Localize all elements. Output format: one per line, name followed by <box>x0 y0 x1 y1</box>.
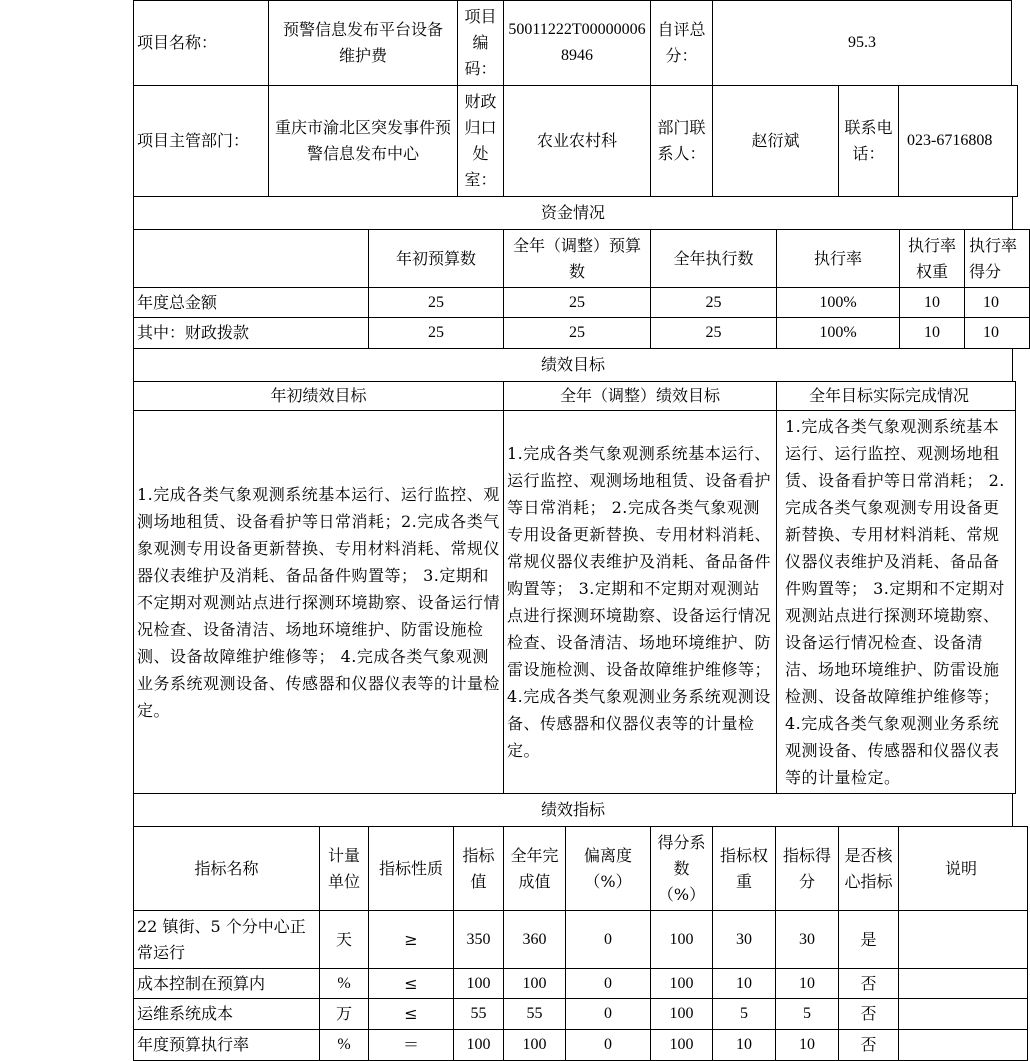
contact-label: 部门联系人： <box>650 85 713 197</box>
finance-label: 财政归口处室： <box>457 85 504 197</box>
ind-row-1-score: 30 <box>775 910 839 969</box>
ind-row-4-score: 10 <box>775 1029 839 1061</box>
ind-row-4-core: 否 <box>838 1029 899 1061</box>
ind-header-unit: 计量单位 <box>319 826 369 911</box>
ind-row-3-note <box>898 998 1028 1030</box>
funds-header-rate-weight: 执行率权重 <box>899 229 965 288</box>
goals-header-actual: 全年目标实际完成情况 <box>776 381 1016 411</box>
ind-row-1-nature: ≥ <box>368 910 454 969</box>
ind-row-1-target: 350 <box>453 910 504 969</box>
funds-row-fiscal-label: 其中：财政拨款 <box>133 317 369 349</box>
ind-row-1-weight: 30 <box>712 910 776 969</box>
ind-row-2-note <box>898 968 1028 999</box>
funds-row-fiscal-weight: 10 <box>899 317 965 349</box>
funds-row-total-weight: 10 <box>899 287 965 318</box>
ind-row-3-coefficient: 100 <box>650 998 713 1030</box>
project-code-label: 项目编码： <box>457 0 504 86</box>
funds-row-total-rate: 100% <box>776 287 900 318</box>
ind-row-2-actual: 100 <box>503 968 566 999</box>
funds-header-exec-rate: 执行率 <box>776 229 900 288</box>
ind-row-2-deviation: 0 <box>565 968 651 999</box>
ind-row-4-weight: 10 <box>712 1029 776 1061</box>
funds-header-rate-score: 执行率得分 <box>964 229 1030 288</box>
funds-row-total-adjusted: 25 <box>503 287 651 318</box>
ind-row-3-target: 55 <box>453 998 504 1030</box>
funds-row-fiscal-adjusted: 25 <box>503 317 651 349</box>
ind-header-score: 指标得分 <box>775 826 839 911</box>
funds-header-blank <box>133 229 369 288</box>
ind-row-2-score: 10 <box>775 968 839 999</box>
ind-row-3-name: 运维系统成本 <box>133 998 320 1030</box>
ind-row-1-name: 22 镇街、5 个分中心正常运行 <box>133 910 320 969</box>
project-name-value: 预警信息发布平台设备维护费 <box>268 0 458 86</box>
ind-row-2-weight: 10 <box>712 968 776 999</box>
funds-row-total-initial: 25 <box>368 287 504 318</box>
funds-row-total-label: 年度总金额 <box>133 287 369 318</box>
ind-row-3-unit: 万 <box>319 998 369 1030</box>
funds-header-initial-budget: 年初预算数 <box>368 229 504 288</box>
ind-row-2-name: 成本控制在预算内 <box>133 968 320 999</box>
funds-header-executed: 全年执行数 <box>650 229 777 288</box>
funds-header-adjusted-budget: 全年（调整）预算数 <box>503 229 651 288</box>
ind-row-4-actual: 100 <box>503 1029 566 1061</box>
indicators-section-title: 绩效指标 <box>133 793 1013 827</box>
funds-section-title: 资金情况 <box>133 196 1013 230</box>
goals-initial-text: 1.完成各类气象观测系统基本运行、运行监控、观测场地租赁、设备看护等日常消耗；2.完成各类气象观测专用设备更新替换、专用材料消耗、常规仪器仪表维护及消耗、备品备件购置等； 3.定期和不定期对观测站点进行探测环境勘察、设备运行情况检查、设备清洁、场地环境维护、防雷设施检测、设备故障维护维修等； 4.完成各类气象观测业务系统观测设备、传感器和仪器仪表等的计量检定。 <box>133 410 504 794</box>
dept-value: 重庆市渝北区突发事件预警信息发布中心 <box>268 85 458 197</box>
ind-row-3-core: 否 <box>838 998 899 1030</box>
ind-row-2-core: 否 <box>838 968 899 999</box>
self-score-label: 自评总分： <box>650 0 713 86</box>
ind-header-name: 指标名称 <box>133 826 320 911</box>
funds-row-fiscal-score: 10 <box>964 317 1030 349</box>
ind-header-deviation: 偏离度（%） <box>565 826 651 911</box>
ind-row-4-target: 100 <box>453 1029 504 1061</box>
phone-value: 023-6716808 <box>898 85 1018 197</box>
ind-row-1-note <box>898 910 1028 969</box>
ind-row-1-coefficient: 100 <box>650 910 713 969</box>
ind-row-1-core: 是 <box>838 910 899 969</box>
contact-value: 赵衍斌 <box>712 85 839 197</box>
ind-row-3-weight: 5 <box>712 998 776 1030</box>
goals-actual-text: 1.完成各类气象观测系统基本运行、运行监控、观测场地租赁、设备看护等日常消耗； 2.完成各类气象观测专用设备更新替换、专用材料消耗、常规仪器仪表维护及消耗、备品备件购置等； 3.定期和不定期对观测站点进行探测环境勘察、设备运行情况检查、设备清洁、场地环境维护、防雷设施检测、设备故障维护维修等； 4.完成各类气象观测业务系统观测设备、传感器和仪器仪表等的计量检定。 <box>776 410 1016 794</box>
ind-header-core: 是否核心指标 <box>838 826 899 911</box>
ind-row-4-coefficient: 100 <box>650 1029 713 1061</box>
ind-header-actual: 全年完成值 <box>503 826 566 911</box>
dept-label: 项目主管部门： <box>133 85 269 197</box>
ind-row-2-nature: ≤ <box>368 968 454 999</box>
ind-row-2-coefficient: 100 <box>650 968 713 999</box>
ind-row-2-unit: % <box>319 968 369 999</box>
ind-row-2-target: 100 <box>453 968 504 999</box>
goals-header-adjusted: 全年（调整）绩效目标 <box>503 381 777 411</box>
ind-row-4-nature: ＝ <box>368 1029 454 1061</box>
goals-adjusted-text: 1.完成各类气象观测系统基本运行、运行监控、观测场地租赁、设备看护等日常消耗； 2.完成各类气象观测专用设备更新替换、专用材料消耗、常规仪器仪表维护及消耗、备品备件购置等； 3.定期和不定期对观测站点进行探测环境勘察、设备运行情况检查、设备清洁、场地环境维护、防雷设施检测、设备故障维护维修等； 4.完成各类气象观测业务系统观测设备、传感器和仪器仪表等的计量检定。 <box>503 410 777 794</box>
ind-header-weight: 指标权重 <box>712 826 776 911</box>
ind-row-4-note <box>898 1029 1028 1061</box>
funds-row-fiscal-initial: 25 <box>368 317 504 349</box>
funds-row-fiscal-executed: 25 <box>650 317 777 349</box>
project-name-label: 项目名称： <box>133 0 269 86</box>
ind-row-4-unit: % <box>319 1029 369 1061</box>
self-score-value: 95.3 <box>712 0 1012 86</box>
goals-header-initial: 年初绩效目标 <box>133 381 504 411</box>
ind-header-coefficient: 得分系数（%） <box>650 826 713 911</box>
ind-row-1-deviation: 0 <box>565 910 651 969</box>
ind-header-target: 指标值 <box>453 826 504 911</box>
funds-row-total-score: 10 <box>964 287 1030 318</box>
ind-header-note: 说明 <box>898 826 1028 911</box>
ind-header-nature: 指标性质 <box>368 826 454 911</box>
finance-value: 农业农村科 <box>503 85 651 197</box>
goals-section-title: 绩效目标 <box>133 348 1013 382</box>
ind-row-4-name: 年度预算执行率 <box>133 1029 320 1061</box>
project-code-value: 50011222T000000068946 <box>503 0 651 86</box>
ind-row-1-unit: 天 <box>319 910 369 969</box>
ind-row-1-actual: 360 <box>503 910 566 969</box>
ind-row-3-nature: ≤ <box>368 998 454 1030</box>
funds-row-fiscal-rate: 100% <box>776 317 900 349</box>
ind-row-3-score: 5 <box>775 998 839 1030</box>
funds-row-total-executed: 25 <box>650 287 777 318</box>
ind-row-4-deviation: 0 <box>565 1029 651 1061</box>
phone-label: 联系电话： <box>838 85 899 197</box>
ind-row-3-deviation: 0 <box>565 998 651 1030</box>
ind-row-3-actual: 55 <box>503 998 566 1030</box>
